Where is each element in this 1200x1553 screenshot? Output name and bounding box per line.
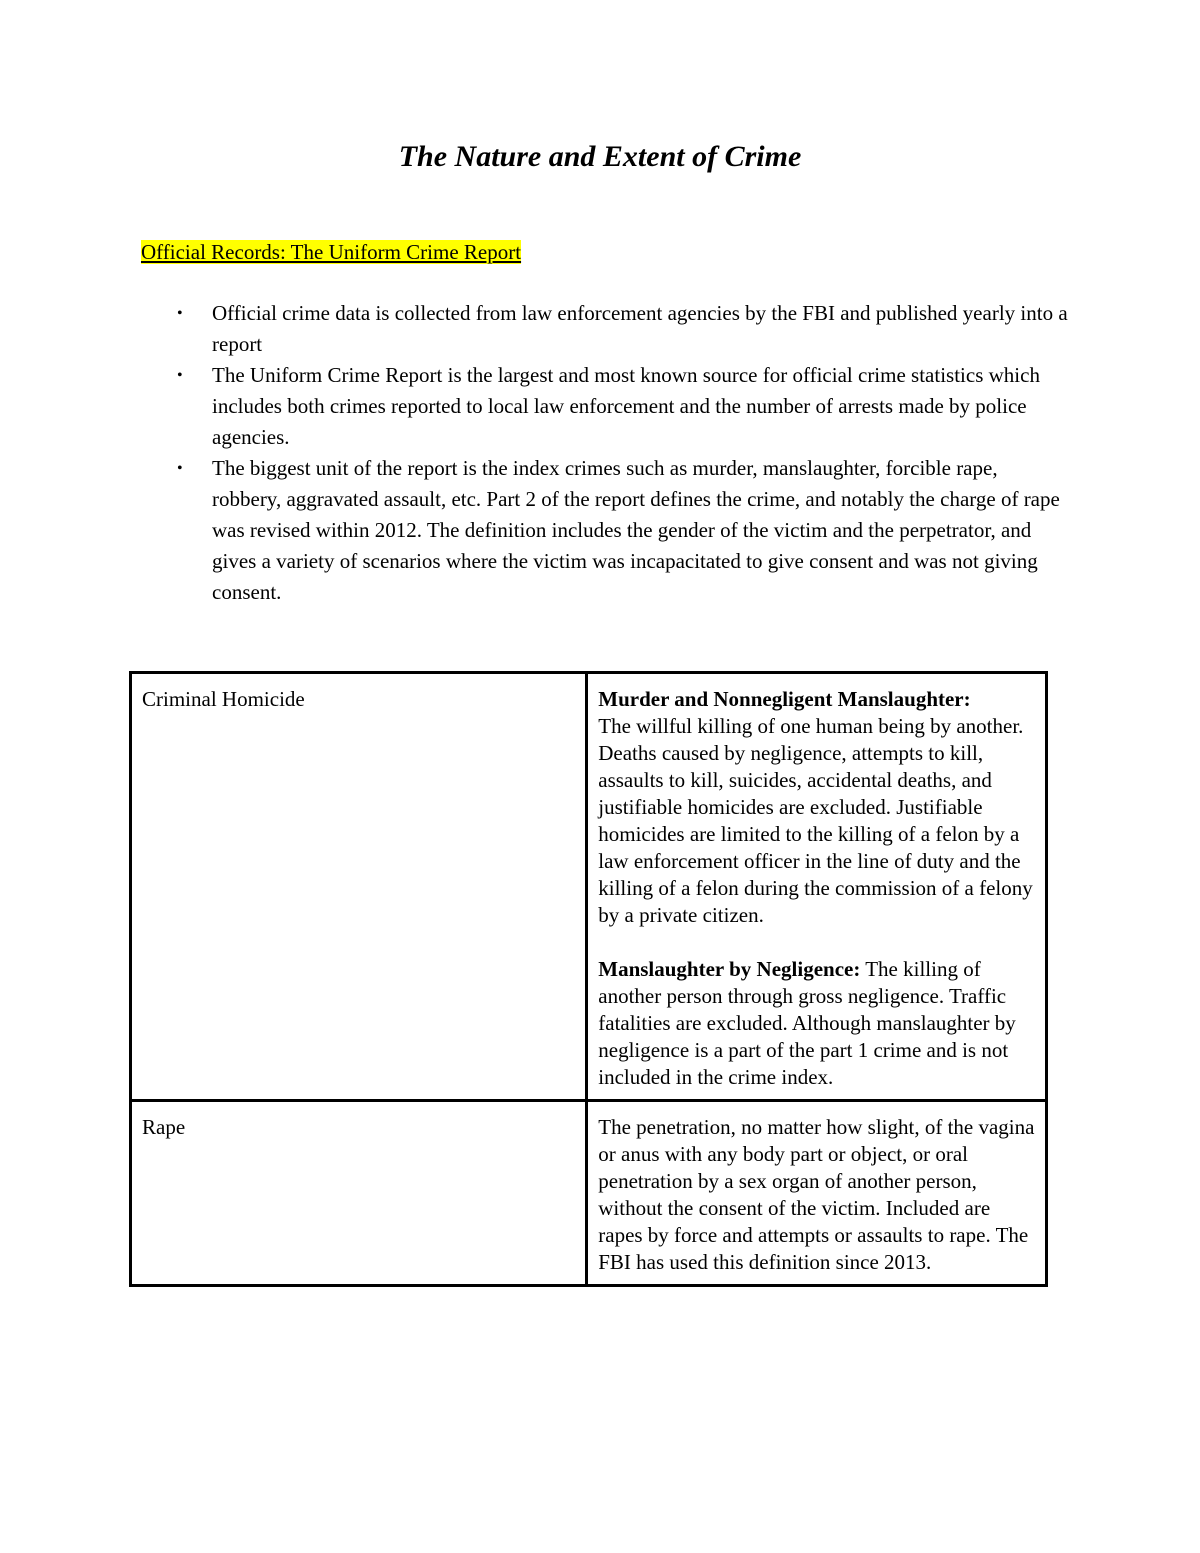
list-item [141, 360, 1071, 453]
bullet-icon: • [177, 460, 183, 477]
bullet-icon: • [177, 305, 183, 322]
list-item [141, 298, 1071, 360]
definition-term: Manslaughter by Negligence: [598, 957, 861, 981]
definition-text: The penetration, no matter how slight, of the vagina or anus with any body part or object, or oral penetration by a sex organ of another person, without the consent of the victim. Included are rapes by force and attempts or assaults to rape. The FBI has used this definition since 2013. [598, 1115, 1035, 1274]
section-heading [141, 240, 521, 265]
table-row [131, 673, 1047, 1101]
document-title: The Nature and Extent of Crime [398, 140, 802, 173]
crime-definition-cell [587, 1101, 1047, 1286]
bullet-text: The Uniform Crime Report is the largest and most known source for official crime statistics which includes both crimes reported to local law enforcement and the number of arrests made by police agencies. [212, 363, 1040, 449]
bullet-list [141, 298, 1071, 608]
definition-text: The willful killing of one human being by another. Deaths caused by negligence, attempts to kill, assaults to kill, suicides, accidental deaths, and justifiable homicides are excluded. Justifiable homicides are limited to the killing of a felon by a law enforcement officer in the line of duty and the killing of a felon during the commission of a felony by a private citizen. [598, 714, 1033, 927]
bullet-icon: • [177, 367, 183, 384]
definition-block [598, 1114, 1035, 1276]
definition-block [598, 956, 1035, 1091]
crime-definition-cell [587, 673, 1047, 1101]
definition-text: The killing of another person through gross negligence. Traffic fatalities are excluded. Although manslaughter by negligence is a part of the part 1 crime and is not included in the crime index. [598, 957, 1016, 1089]
list-item [141, 453, 1071, 608]
bullet-text: Official crime data is collected from law enforcement agencies by the FBI and published yearly into a report [212, 301, 1068, 356]
bullet-text: The biggest unit of the report is the index crimes such as murder, manslaughter, forcible rape, robbery, aggravated assault, etc. Part 2 of the report defines the crime, and notably the charge of rape was revised within 2012. The definition includes the gender of the victim and the perpetrator, and gives a variety of scenarios where the victim was incapacitated to give consent and was not giving consent. [212, 456, 1060, 604]
crime-name-cell: Rape [131, 1101, 587, 1286]
table-row [131, 1101, 1047, 1286]
crime-name-cell: Criminal Homicide [131, 673, 587, 1101]
section-heading-text: Official Records: The Uniform Crime Report [141, 240, 522, 264]
crime-definitions-table [129, 671, 1048, 1287]
definition-term: Murder and Nonnegligent Manslaughter: [598, 687, 971, 711]
definition-block [598, 686, 1035, 929]
